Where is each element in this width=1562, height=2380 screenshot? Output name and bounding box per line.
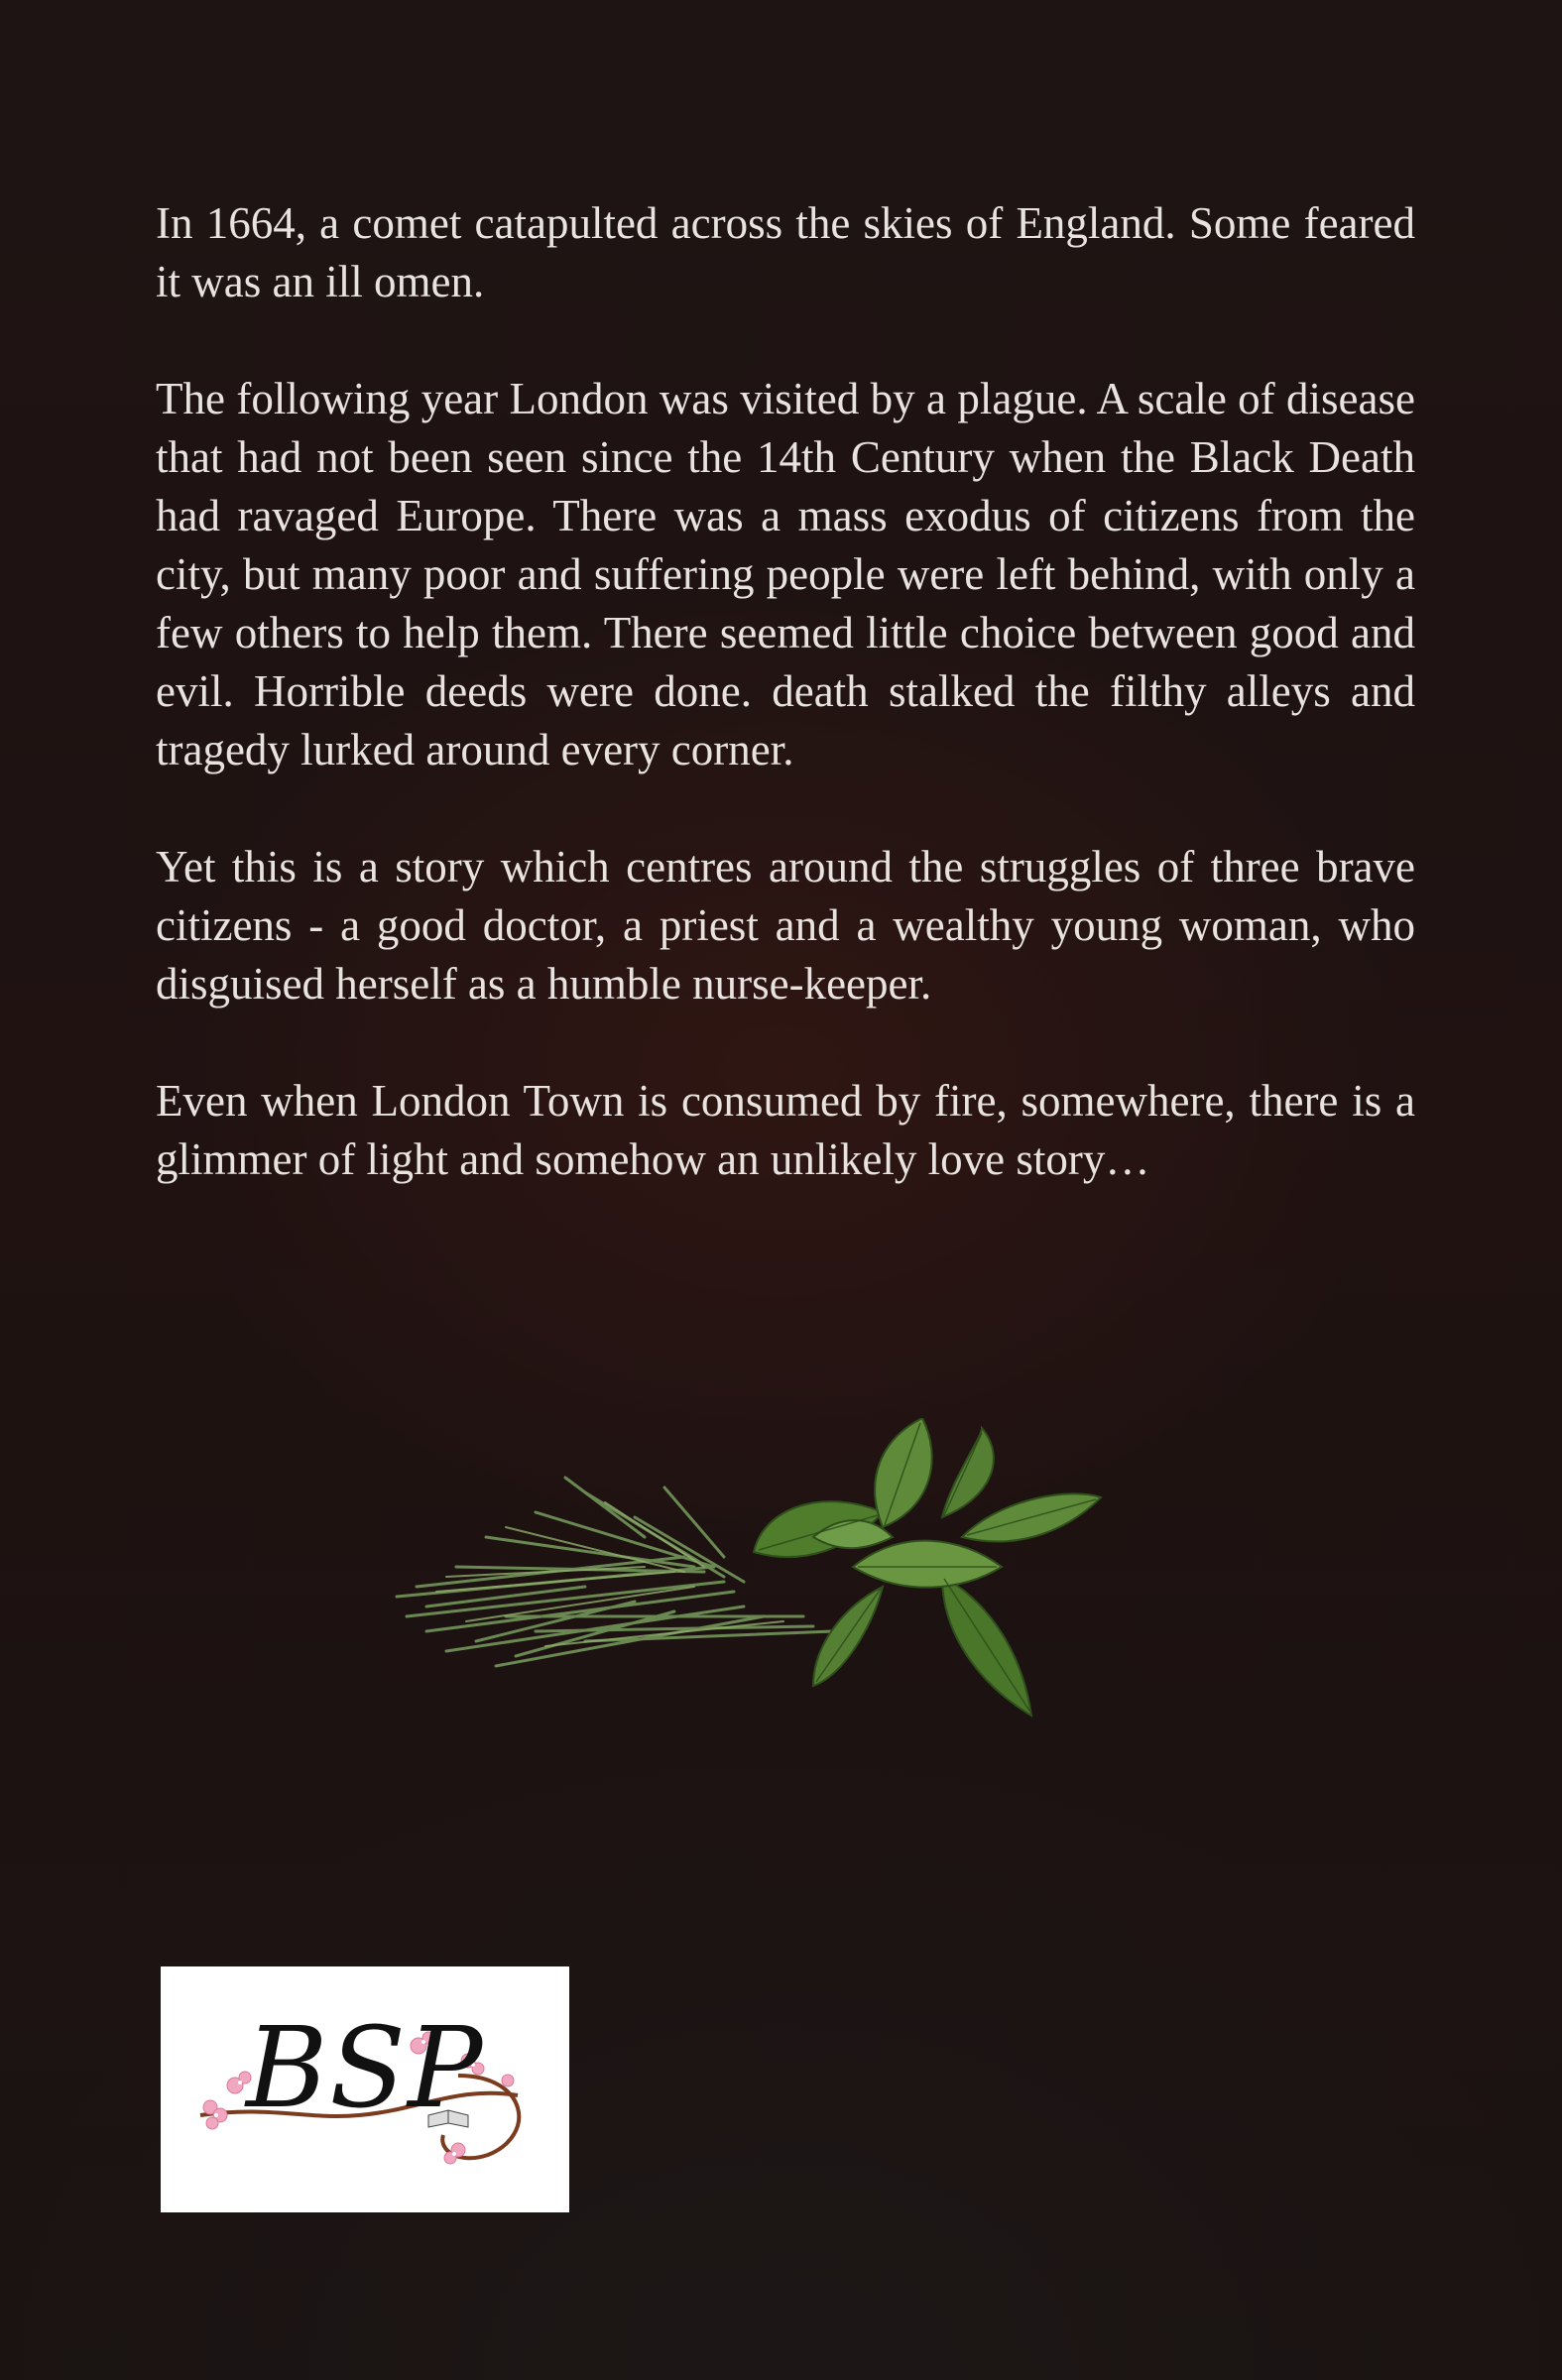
blurb-paragraph-1: In 1664, a comet catapulted across the skies of England. Some feared it was an ill omen. <box>156 198 1415 306</box>
herbs-illustration <box>387 1418 1180 1745</box>
blurb-paragraph-3: Yet this is a story which centres around the struggles of three brave citizens - a good doctor, a priest and a wealthy young woman, who disguised herself as a humble nurse-keeper. <box>156 842 1415 1009</box>
herbs-icon <box>387 1418 1180 1745</box>
logo-letters: BSP <box>246 2004 485 2133</box>
blurb-paragraph-4: Even when London Town is consumed by fire, somewhere, there is a glimmer of light and somehow an unlikely love story… <box>156 1076 1415 1184</box>
back-cover-blurb <box>156 194 1415 1248</box>
blurb-paragraph-2: The following year London was visited by a plague. A scale of disease that had not been seen since the 14th Century when the Black Death had ravaged Europe. There was a mass exodus of citizens from the city, but many poor and suffering people were left behind, with only a few others to help them. There seemed little choice between good and evil. Horrible deeds were done. death stalked the filthy alleys and tragedy lurked around every corner. <box>156 374 1415 774</box>
publisher-logo <box>161 1966 569 2212</box>
